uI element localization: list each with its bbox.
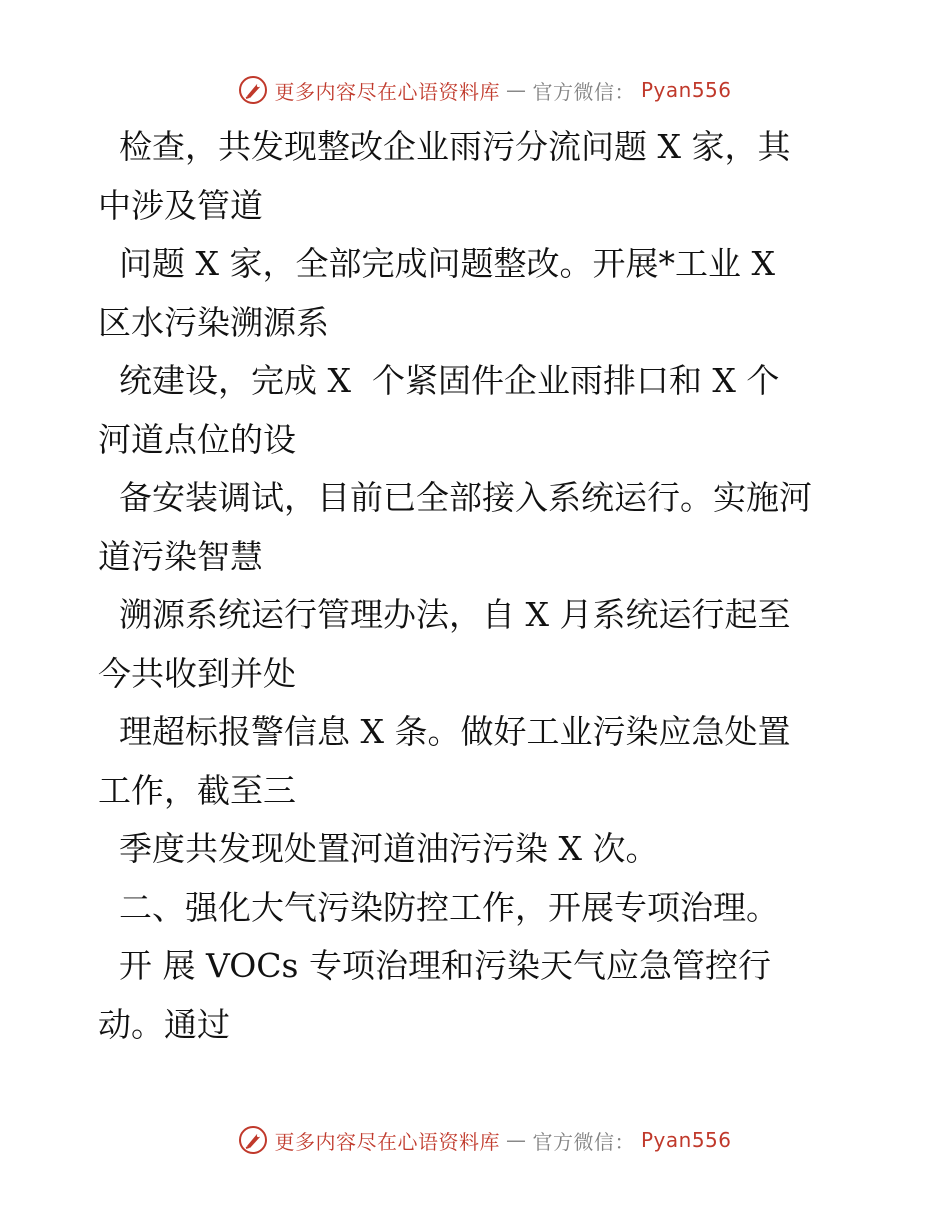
body-line: 河道点位的设 (98, 419, 296, 459)
body-line: 开 展 VOCs 专项治理和污染天气应急管控行 (98, 946, 771, 985)
page-footer (0, 1120, 950, 1160)
body-line: 理超标报警信息 X 条。做好工业污染应急处置 (98, 712, 791, 751)
body-line: 工作，截至三 (98, 770, 296, 810)
page-header (0, 70, 950, 110)
footer-wechat-id: Pyan556 (640, 1128, 732, 1152)
footer-dash: — (505, 1128, 527, 1152)
header-dash: — (505, 78, 527, 102)
body-line: 检查，共发现整改企业雨污分流问题 X 家，其 (98, 127, 791, 166)
body-line: 道污染智慧 (98, 536, 263, 576)
header-watermark (238, 75, 731, 105)
header-wechat-label: 官方微信： (532, 79, 635, 104)
body-line: 问题 X 家，全部完成问题整改。开展*工业 X (98, 244, 775, 283)
footer-wechat-label: 官方微信： (532, 1129, 635, 1154)
body-line: 今共收到并处 (98, 653, 296, 693)
body-line: 中涉及管道 (98, 185, 263, 225)
body-line: 动。通过 (98, 1004, 230, 1044)
body-line: 季度共发现处置河道油污污染 X 次。 (98, 829, 659, 868)
body-line: 溯源系统运行管理办法，自 X 月系统运行起至 (98, 595, 791, 634)
footer-site-name: 更多内容尽在心语资料库 (274, 1129, 500, 1154)
pen-nib-logo-icon (238, 1125, 268, 1155)
body-line: 统建设，完成 X 个紧固件企业雨排口和 X 个 (98, 361, 780, 400)
header-site-name: 更多内容尽在心语资料库 (274, 79, 500, 104)
body-line: 区水污染溯源系 (98, 302, 329, 342)
body-line: 备安装调试，目前已全部接入系统运行。实施河 (98, 478, 812, 517)
header-wechat-id: Pyan556 (640, 78, 732, 102)
pen-nib-logo-icon (238, 75, 268, 105)
footer-watermark (238, 1125, 731, 1155)
document-body (98, 118, 858, 1054)
body-line: 二、强化大气污染防控工作，开展专项治理。 (98, 887, 779, 927)
